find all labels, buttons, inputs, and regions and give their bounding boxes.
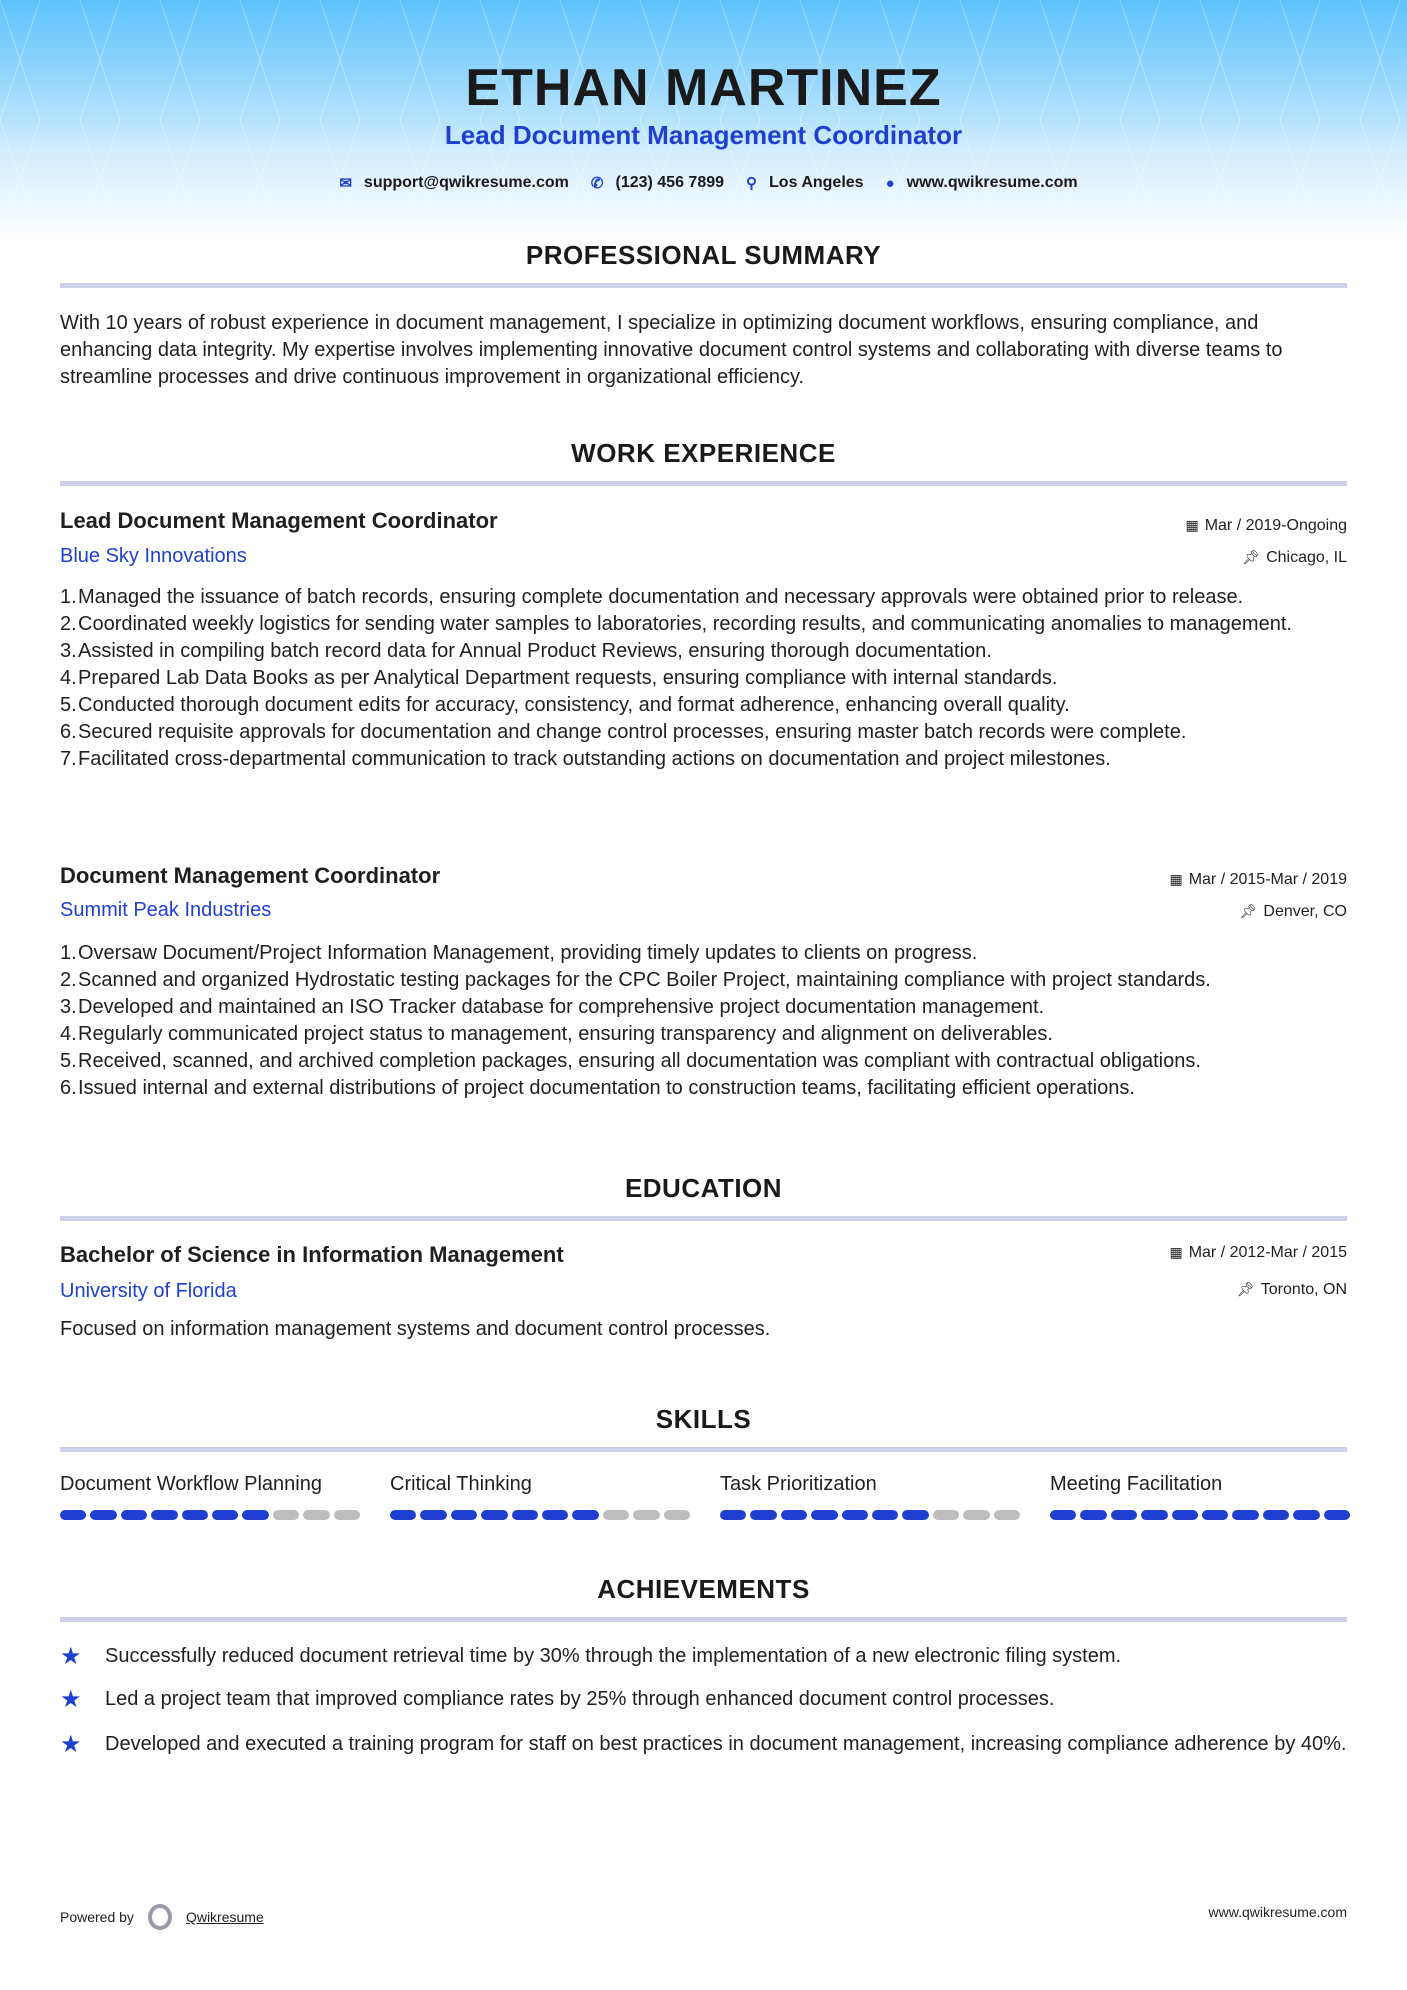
education-description: Focused on information management systems and document control processes. xyxy=(60,1318,771,1340)
list-item: Coordinated weekly logistics for sending water samples to laboratories, recording results, and communicating anomalies to management. xyxy=(78,613,1292,635)
section-divider xyxy=(60,481,1347,486)
powered-by-label: Powered by xyxy=(60,1909,134,1925)
skill-level-segment xyxy=(481,1510,507,1520)
contact-email[interactable]: support@qwikresume.com xyxy=(363,174,569,191)
job-dates xyxy=(1185,517,1347,535)
skill-level-segment xyxy=(603,1510,629,1520)
skill-level-segment xyxy=(933,1510,959,1520)
list-item: Conducted thorough document edits for accuracy, consistency, and format adherence, enhancing overall quality. xyxy=(78,694,1070,716)
skill-level-segment xyxy=(1202,1510,1228,1520)
candidate-title: Lead Document Management Coordinator xyxy=(444,120,963,150)
list-item: Scanned and organized Hydrostatic testing packages for the CPC Boiler Project, maintaining compliance with project standards. xyxy=(78,969,1211,991)
list-item: Issued internal and external distributions of project documentation to construction teams, facilitating efficient operations. xyxy=(78,1077,1135,1099)
skill-level-segment xyxy=(1293,1510,1319,1520)
calendar-icon: ▦ xyxy=(1169,1244,1183,1260)
skill-level-segment xyxy=(781,1510,807,1520)
skill-level-segment xyxy=(151,1510,177,1520)
contact-website[interactable]: www.qwikresume.com xyxy=(906,174,1078,191)
list-item: Oversaw Document/Project Information Management, providing timely updates to clients on progress. xyxy=(78,942,978,964)
education-location-text: Toronto, ON xyxy=(1260,1281,1347,1298)
skill-level-bar xyxy=(720,1510,1020,1520)
skill-level-segment xyxy=(512,1510,538,1520)
skill-level-segment xyxy=(1141,1510,1167,1520)
footer-website[interactable]: www.qwikresume.com xyxy=(1208,1904,1347,1920)
skill-level-segment xyxy=(212,1510,238,1520)
calendar-icon: ▦ xyxy=(1185,517,1199,533)
section-divider xyxy=(60,1447,1347,1452)
contact-location: Los Angeles xyxy=(769,174,864,191)
award-star-icon: ★ xyxy=(60,1731,82,1758)
skill-level-segment xyxy=(842,1510,868,1520)
school-name: University of Florida xyxy=(60,1280,237,1302)
skill-level-segment xyxy=(872,1510,898,1520)
education-dates-text: Mar / 2012-Mar / 2015 xyxy=(1188,1244,1347,1261)
job-dates-text: Mar / 2015-Mar / 2019 xyxy=(1188,871,1347,888)
skill-level-segment xyxy=(1232,1510,1258,1520)
job-title: Lead Document Management Coordinator xyxy=(60,508,498,533)
skill-level-segment xyxy=(60,1510,86,1520)
education-location xyxy=(1237,1281,1347,1299)
list-item: Received, scanned, and archived completion packages, ensuring all documentation was compliant with contractual obligations. xyxy=(78,1050,1201,1072)
job-company: Summit Peak Industries xyxy=(60,899,272,921)
skill-level-segment xyxy=(1172,1510,1198,1520)
achievement-text: Developed and executed a training program for staff on best practices in document management, increasing compliance adherence by 40%. xyxy=(105,1733,1347,1755)
skill-level-segment xyxy=(1263,1510,1289,1520)
skill-level-segment xyxy=(1050,1510,1076,1520)
skill-name: Task Prioritization xyxy=(720,1473,877,1495)
skill-level-segment xyxy=(994,1510,1020,1520)
list-item: Secured requisite approvals for documentation and change control processes, ensuring master batch records were complete. xyxy=(78,721,1187,743)
footer-powered xyxy=(60,1904,264,1930)
email-icon: ✉ xyxy=(339,175,352,192)
skill-level-segment xyxy=(242,1510,268,1520)
skill-level-segment xyxy=(963,1510,989,1520)
section-heading-skills: SKILLS xyxy=(655,1404,752,1434)
job-dates-text: Mar / 2019-Ongoing xyxy=(1204,517,1347,534)
phone-icon: ✆ xyxy=(590,175,604,192)
skill-level-bar xyxy=(60,1510,360,1520)
list-item: Developed and maintained an ISO Tracker database for comprehensive project documentation management. xyxy=(78,996,1045,1018)
section-heading-education: EDUCATION xyxy=(624,1173,783,1203)
brand-link[interactable]: Qwikresume xyxy=(185,1909,264,1925)
job-location-text: Chicago, IL xyxy=(1266,549,1347,566)
skill-level-segment xyxy=(1324,1510,1350,1520)
pin-icon: 📌︎ xyxy=(1236,1281,1255,1297)
award-star-icon: ★ xyxy=(60,1643,82,1670)
award-star-icon: ★ xyxy=(60,1686,82,1713)
globe-icon: ● xyxy=(885,174,895,192)
degree-title: Bachelor of Science in Information Management xyxy=(60,1242,564,1267)
calendar-icon: ▦ xyxy=(1169,871,1183,887)
job-dates xyxy=(1169,871,1347,889)
summary-text: With 10 years of robust experience in document management, I specialize in optimizing document workflows, ensuring compliance, and enhancing data integrity. My expertise involves implementing innovative document control systems and collaborating with diverse teams to streamline processes and drive continuous improvement in organizational efficiency. xyxy=(60,312,1283,388)
skill-level-segment xyxy=(420,1510,446,1520)
section-heading-work: WORK EXPERIENCE xyxy=(571,438,836,468)
skill-level-segment xyxy=(542,1510,568,1520)
contact-phone[interactable]: (123) 456 7899 xyxy=(615,174,725,191)
skill-level-bar xyxy=(390,1510,690,1520)
skill-level-segment xyxy=(182,1510,208,1520)
contact-bar xyxy=(0,174,1407,192)
list-item: Regularly communicated project status to management, ensuring transparency and alignment on deliverables. xyxy=(78,1023,1053,1045)
job-duties xyxy=(60,940,1350,1102)
skill-level-segment xyxy=(572,1510,598,1520)
list-item: Assisted in compiling batch record data for Annual Product Reviews, ensuring thorough documentation. xyxy=(78,640,992,662)
skill-level-segment xyxy=(720,1510,746,1520)
candidate-name: ETHAN MARTINEZ xyxy=(465,59,942,117)
job-company: Blue Sky Innovations xyxy=(60,545,247,567)
skill-name: Critical Thinking xyxy=(390,1473,532,1495)
skill-name: Meeting Facilitation xyxy=(1050,1473,1223,1495)
skill-level-segment xyxy=(121,1510,147,1520)
skill-level-segment xyxy=(1080,1510,1106,1520)
job-location xyxy=(1240,903,1347,921)
achievement-text: Led a project team that improved compliance rates by 25% through enhanced document control processes. xyxy=(105,1688,1055,1710)
skill-level-segment xyxy=(1111,1510,1137,1520)
achievement-item xyxy=(60,1731,1350,1758)
skill-level-segment xyxy=(90,1510,116,1520)
skill-name: Document Workflow Planning xyxy=(60,1473,322,1495)
skill-level-segment xyxy=(334,1510,360,1520)
education-dates xyxy=(1169,1244,1347,1262)
job-duties xyxy=(60,584,1350,773)
skill-level-segment xyxy=(750,1510,776,1520)
map-pin-icon: ⚲ xyxy=(746,175,758,192)
skill-level-segment xyxy=(390,1510,416,1520)
skill-level-segment xyxy=(633,1510,659,1520)
skill-level-segment xyxy=(664,1510,690,1520)
list-item: Prepared Lab Data Books as per Analytical Department requests, ensuring compliance with internal standards. xyxy=(78,667,1058,689)
skill-level-segment xyxy=(902,1510,928,1520)
skill-level-segment xyxy=(273,1510,299,1520)
section-heading-summary: PROFESSIONAL SUMMARY xyxy=(525,240,882,270)
job-location-text: Denver, CO xyxy=(1263,903,1347,920)
skill-level-segment xyxy=(811,1510,837,1520)
list-item: Facilitated cross-departmental communication to track outstanding actions on documentation and project milestones. xyxy=(78,748,1111,770)
qwikresume-logo-icon xyxy=(148,1904,172,1930)
achievement-text: Successfully reduced document retrieval time by 30% through the implementation of a new electronic filing system. xyxy=(105,1645,1122,1667)
skill-level-segment xyxy=(451,1510,477,1520)
section-heading-achievements: ACHIEVEMENTS xyxy=(597,1574,810,1604)
achievement-item xyxy=(60,1643,1350,1670)
section-divider xyxy=(60,283,1347,288)
achievement-item xyxy=(60,1686,1350,1713)
pin-icon: 📌︎ xyxy=(1242,549,1261,565)
job-location xyxy=(1242,549,1347,567)
skill-level-bar xyxy=(1050,1510,1350,1520)
pin-icon: 📌︎ xyxy=(1239,903,1258,919)
job-title: Document Management Coordinator xyxy=(60,863,441,888)
list-item: Managed the issuance of batch records, ensuring complete documentation and necessary approvals were obtained prior to release. xyxy=(78,586,1244,608)
section-divider xyxy=(60,1617,1347,1622)
skill-level-segment xyxy=(303,1510,329,1520)
section-divider xyxy=(60,1216,1347,1221)
